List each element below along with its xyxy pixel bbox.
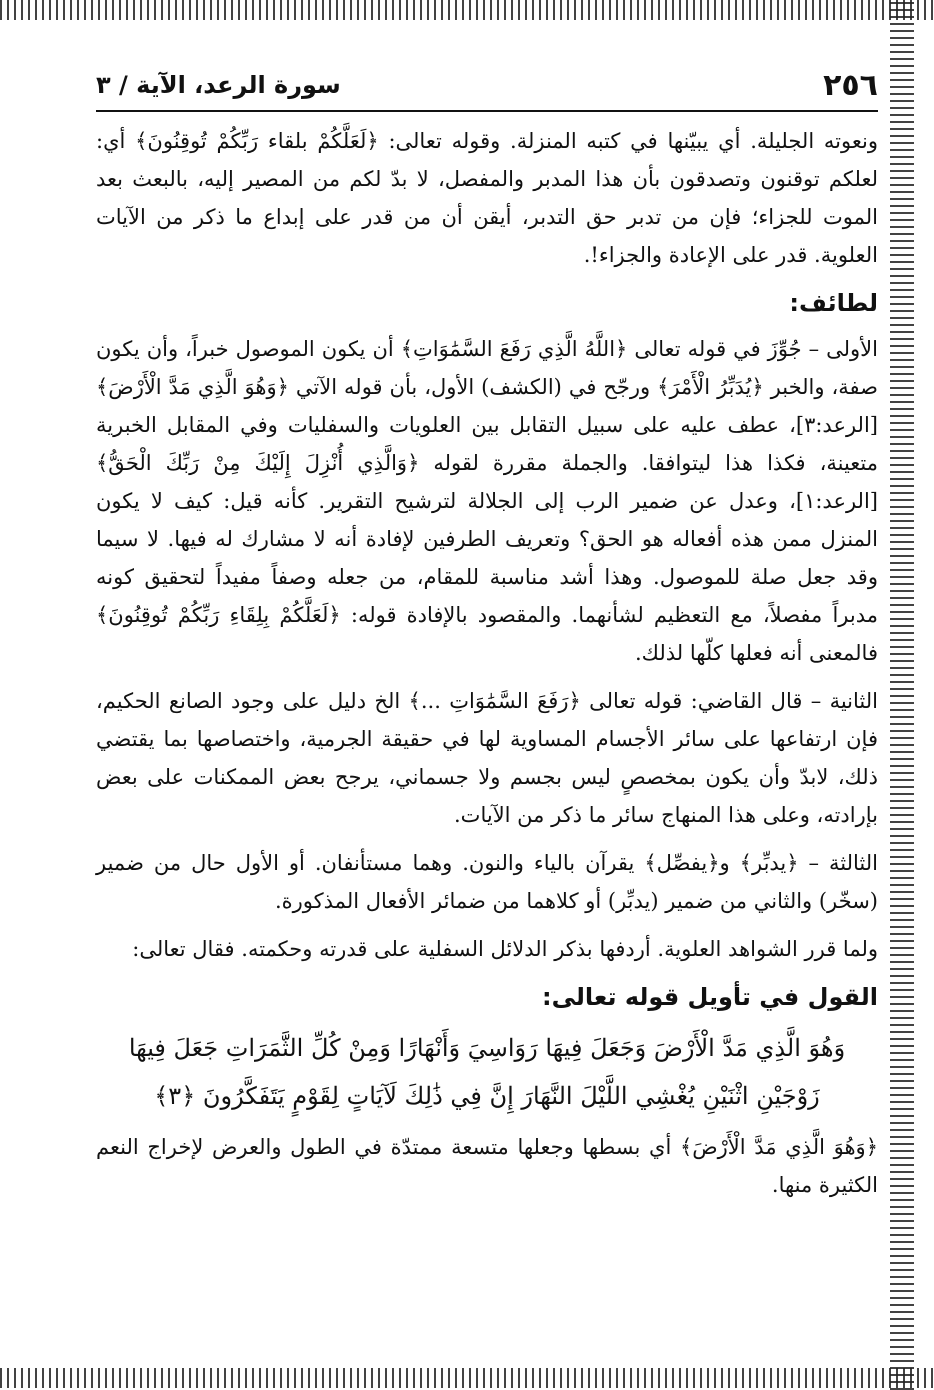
- paragraph-third: الثالثة – ﴿يدبِّر﴾ و﴿يفصِّل﴾ يقرآن بالياء والنون. وهما مستأنفان. أو الأول حال من ضمير (سخّر) والثاني من ضمير (يدبِّر) أو كلاهما من ضمائر الأفعال المذكورة.: [96, 851, 878, 913]
- page-content: [96, 60, 878, 1350]
- page-header: [96, 60, 878, 112]
- decorative-border-top: [0, 0, 934, 20]
- paragraph-closing: ﴿وَهُوَ الَّذِي مَدَّ الْأَرْضَ﴾ أي بسطها وجعلها متسعة ممتدّة في الطول والعرض لإخراج النعم الكثيرة منها.: [96, 1135, 878, 1197]
- body-text: [96, 122, 878, 1204]
- heading-tawil: القول في تأويل قوله تعالى:: [542, 983, 878, 1011]
- quran-verse: وَهُوَ الَّذِي مَدَّ الْأَرْضَ وَجَعَلَ فِيهَا رَوَاسِيَ وَأَنْهَارًا وَمِنْ كُلِّ الثَّمَرَاتِ جَعَلَ فِيهَا زَوْجَيْنِ اثْنَيْنِ يُغْشِي اللَّيْلَ النَّهَارَ إِنَّ فِي ذَٰلِكَ لَآيَاتٍ لِقَوْمٍ يَتَفَكَّرُونَ ﴿٣﴾: [128, 1034, 846, 1110]
- paragraph-first: الأولى – جُوِّزَ في قوله تعالى ﴿اللَّهُ الَّذِي رَفَعَ السَّمَٰوَاتِ﴾ أن يكون الموصول خبراً، وأن يكون صفة، والخبر ﴿يُدَبِّرُ الْأَمْرَ﴾ ورجّح في (الكشف) الأول، بأن قوله الآتي ﴿وَهُوَ الَّذِي مَدَّ الْأَرْضَ﴾ [الرعد:٣]، عطف عليه على سبيل التقابل بين العلويات والسفليات وفي المقابل الخبرية متعينة، فكذا هذا ليتوافقا. والجملة مقررة لقوله ﴿وَالَّذِي أُنْزِلَ إِلَيْكَ مِنْ رَبِّكَ الْحَقُّ﴾ [الرعد:١]، وعدل عن ضمير الرب إلى الجلالة لترشيح التقرير. كأنه قيل: كيف لا يكون المنزل ممن هذه أفعاله هو الحق؟ وتعريف الطرفين لإفادة أنه لا مشارك له فيها. لا سيما وقد جعل صلة للموصول. وهذا أشد مناسبة للمقام، من جعله وصفاً مفيداً لتحقيق كونه مدبراً مفصلاً، مع التعظيم لشأنهما. والمقصود بالإفادة قوله: ﴿لَعَلَّكُمْ بِلِقَاءِ رَبِّكُمْ تُوقِنُونَ﴾ فالمعنى أنه فعلها كلّها لذلك.: [96, 337, 878, 665]
- page-number: ٢٥٦: [823, 67, 878, 103]
- decorative-border-bottom: [0, 1368, 934, 1388]
- chapter-title: سورة الرعد، الآية / ٣: [96, 71, 341, 99]
- paragraph-intro: ونعوته الجليلة. أي يبيّنها في كتبه المنزلة. وقوله تعالى: ﴿لَعَلَّكُمْ بلقاء رَبِّكُمْ تُوقِنُونَ﴾ أي: لعلكم توقنون وتصدقون بأن هذا المدبر والمفصل، لا بدّ لكم من المصير إليه، بالبعث بعد الموت للجزاء؛ فإن من تدبر حق التدبر، أيقن أن من قدر على إبداع ما ذكر من الآيات العلوية. قدر على الإعادة والجزاء!.: [96, 129, 878, 267]
- heading-lataif: لطائف:: [789, 289, 878, 317]
- paragraph-transition: ولما قرر الشواهد العلوية. أردفها بذكر الدلائل السفلية على قدرته وحكمته. فقال تعالى:: [132, 937, 878, 961]
- decorative-border-right: [890, 0, 914, 1390]
- paragraph-second: الثانية – قال القاضي: قوله تعالى ﴿رَفَعَ السَّمَٰوَاتِ ...﴾ الخ دليل على وجود الصانع الحكيم، فإن ارتفاعها على سائر الأجسام المساوية لها في حقيقة الجرمية، واختصاصها بما يقتضي ذلك، لابدّ وأن يكون بمخصصٍ ليس بجسم ولا جسماني، يرجح بعض الممكنات على بعض بإرادته، وعلى هذا المنهاج سائر ما ذكر من الآيات.: [96, 689, 878, 827]
